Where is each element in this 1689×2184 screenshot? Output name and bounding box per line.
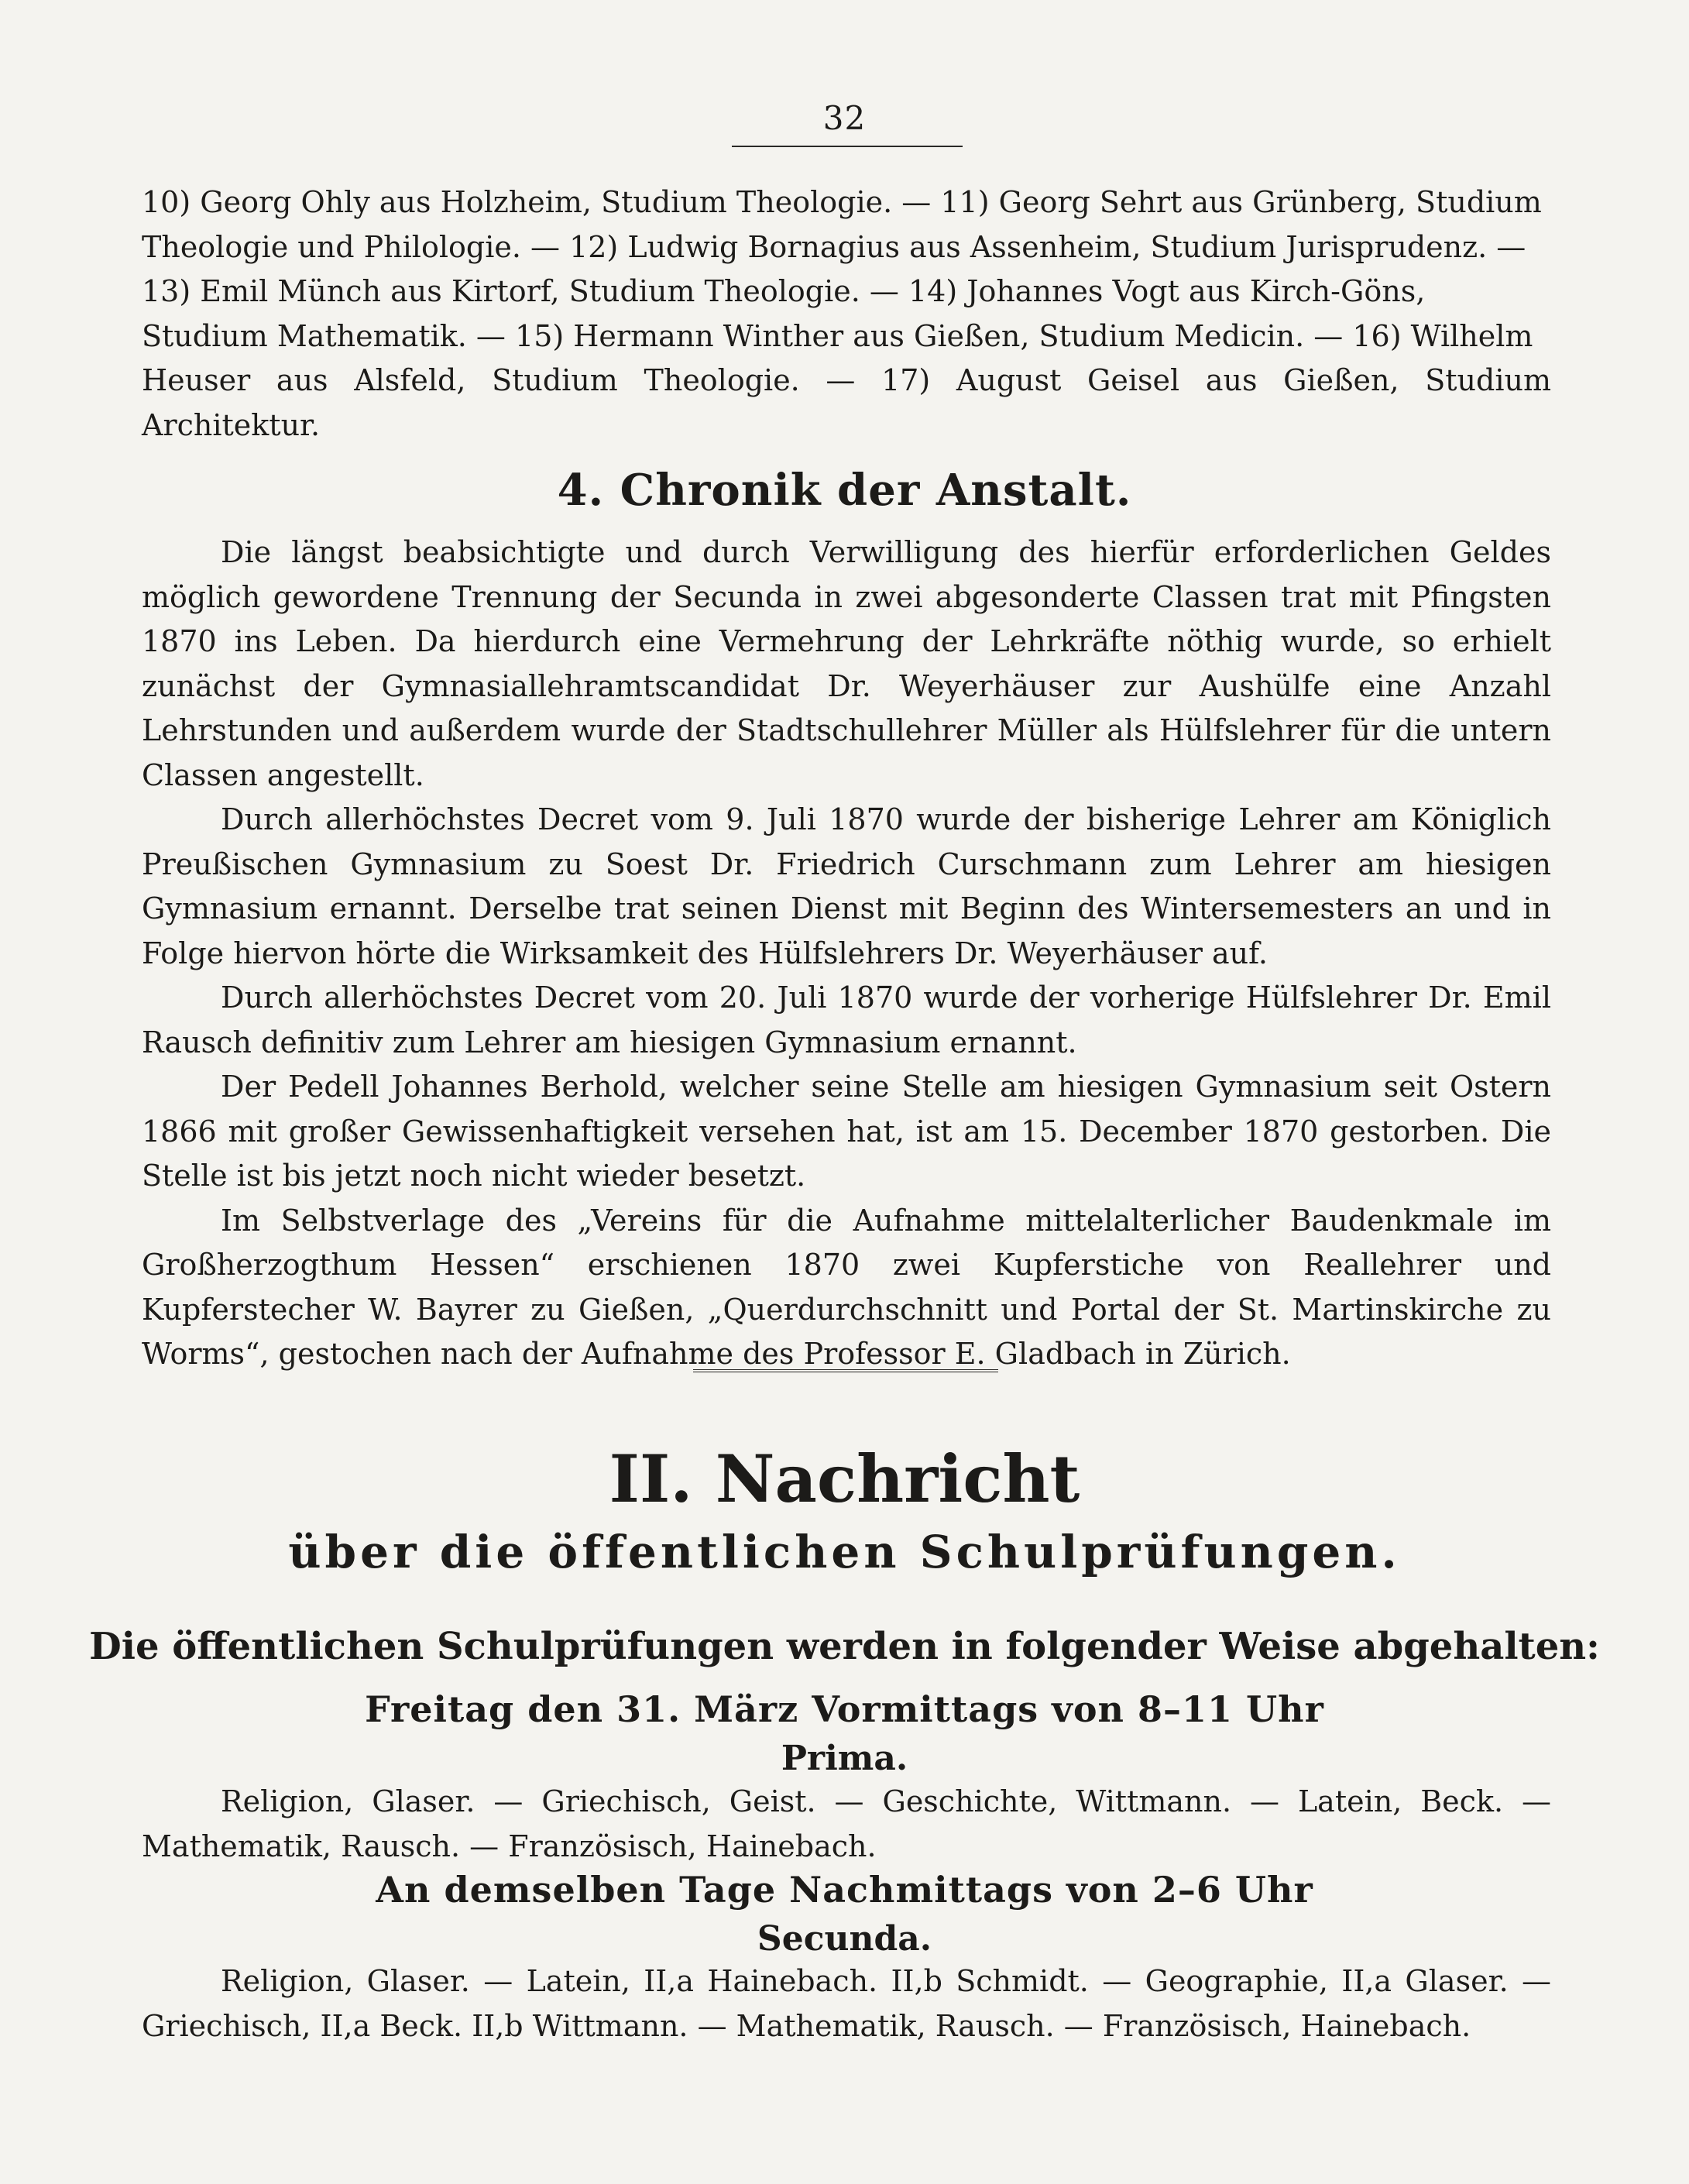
exam-subjects-text: Religion, Glaser. — Griechisch, Geist. — Geschichte, Wittmann. — Latein, Beck. — Mathematik, Rausch. — Französisch, Hainebach. bbox=[142, 1784, 1551, 1863]
exam-day-heading: Freitag den 31. März Vormittags von 8–11 Uhr bbox=[365, 1688, 1324, 1730]
graduates-line: Studium Mathematik. — 15) Hermann Winther aus Gießen, Studium Medicin. — 16) Wilhelm bbox=[142, 318, 1533, 353]
graduates-line: Theologie und Philologie. — 12) Ludwig Bornagius aus Assenheim, Studium Jurisprudenz. — bbox=[142, 229, 1526, 264]
exam-class-name: Prima. bbox=[781, 1739, 908, 1778]
exam-subjects-text: Religion, Glaser. — Latein, II,a Hainebach. II,b Schmidt. — Geographie, II,a Glaser. — Griechisch, II,a Beck. II,b Wittmann. — Mathematik, Rausch. — Französisch, Hainebach. bbox=[142, 1964, 1551, 2043]
chronik-paragraph: Der Pedell Johannes Berhold, welcher seine Stelle am hiesigen Gymnasium seit Ostern 1866 mit großer Gewissenhaftigkeit versehen hat, ist am 15. December 1870 gestorben. Die Stelle ist bis jetzt noch nicht wieder besetzt. bbox=[142, 1070, 1551, 1193]
exam-class-name: Secunda. bbox=[757, 1919, 932, 1959]
graduates-list bbox=[142, 180, 1551, 448]
graduates-line: Heuser aus Alsfeld, Studium Theologie. — 17) August Geisel aus Gießen, Studium Architektur. bbox=[142, 363, 1551, 442]
part-two-subtitle: über die öffentlichen Schulprüfungen. bbox=[288, 1526, 1401, 1578]
chronik-body bbox=[142, 531, 1551, 1377]
part-two-title: II. Nachricht bbox=[609, 1441, 1080, 1517]
chronik-paragraph: Durch allerhöchstes Decret vom 9. Juli 1870 wurde der bisherige Lehrer am Königlich Preußischen Gymnasium zu Soest Dr. Friedrich Curschmann zum Lehrer am hiesigen Gymnasium ernannt. Derselbe trat seinen Dienst mit Beginn des Wintersemesters an und in Folge hiervon hörte die Wirksamkeit des Hülfslehrers Dr. Weyerhäuser auf. bbox=[142, 802, 1551, 970]
chronik-heading: 4. Chronik der Anstalt. bbox=[557, 465, 1132, 516]
section-divider bbox=[693, 1369, 998, 1372]
chronik-paragraph: Die längst beabsichtigte und durch Verwilligung des hierfür erforderlichen Geldes möglich gewordene Trennung der Secunda in zwei abgesonderte Classen trat mit Pfingsten 1870 ins Leben. Da hierdurch eine Vermehrung der Lehrkräfte nöthig wurde, so erhielt zunächst der Gymnasiallehramtscandidat Dr. Weyerhäuser zur Aushülfe eine Anzahl Lehrstunden und außerdem wurde der Stadtschullehrer Müller als Hülfslehrer für die untern Classen angestellt. bbox=[142, 535, 1551, 792]
exam-subjects bbox=[142, 1959, 1551, 2048]
exam-intro: Die öffentlichen Schulprüfungen werden in folgender Weise abgehalten: bbox=[89, 1625, 1600, 1668]
exam-day-heading: An demselben Tage Nachmittags von 2–6 Uhr bbox=[376, 1869, 1313, 1911]
graduates-line: 13) Emil Münch aus Kirtorf, Studium Theologie. — 14) Johannes Vogt aus Kirch-Göns, bbox=[142, 274, 1426, 308]
graduates-line: 10) Georg Ohly aus Holzheim, Studium Theologie. — 11) Georg Sehrt aus Grünberg, Studium bbox=[142, 185, 1542, 219]
header-rule bbox=[732, 146, 963, 147]
chronik-paragraph: Durch allerhöchstes Decret vom 20. Juli 1870 wurde der vorherige Hülfslehrer Dr. Emil Rausch definitiv zum Lehrer am hiesigen Gymnasium ernannt. bbox=[142, 980, 1551, 1059]
page-number: 32 bbox=[822, 99, 867, 137]
chronik-paragraph: Im Selbstverlage des „Vereins für die Aufnahme mittelalterlicher Baudenkmale im Großherzogthum Hessen“ erschienen 1870 zwei Kupferstiche von Reallehrer und Kupferstecher W. Bayrer zu Gießen, „Querdurchschnitt und Portal der St. Martinskirche zu Worms“, gestochen nach der Aufnahme des Professor E. Gladbach in Zürich. bbox=[142, 1203, 1551, 1371]
exam-subjects bbox=[142, 1780, 1551, 1869]
